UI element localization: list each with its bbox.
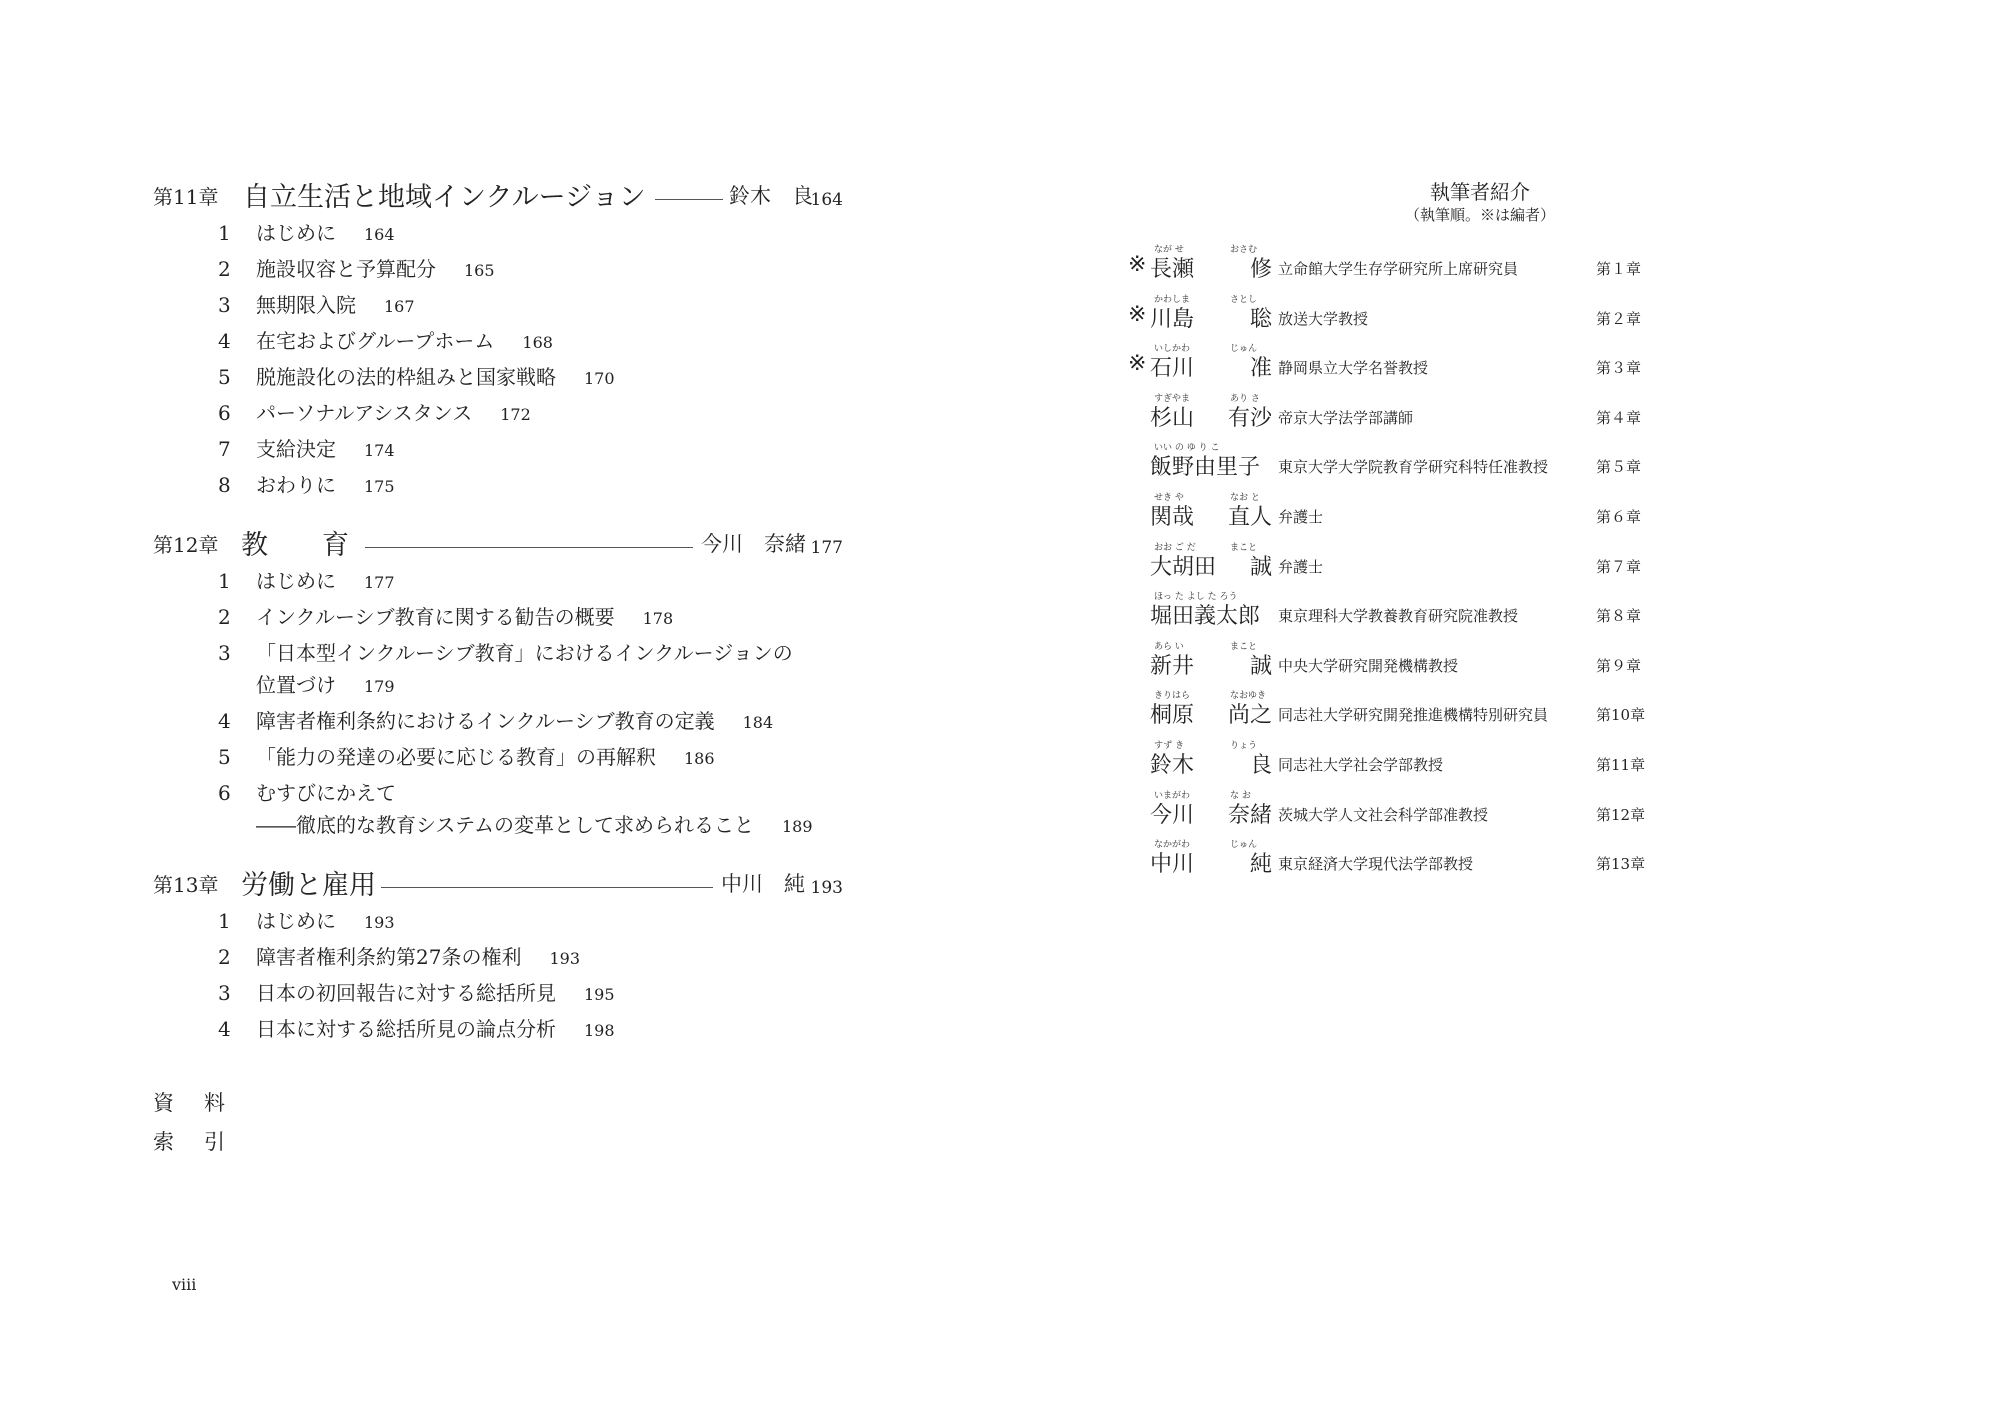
family-name-ruby: いしかわ: [1154, 344, 1191, 355]
affiliation: 立命館大学生存学研究所上席研究員: [1278, 260, 1519, 278]
chapter-ref: 第５章: [1596, 458, 1642, 477]
section-title: [256, 401, 531, 427]
contributor-row: [1120, 589, 1680, 629]
chapter-ref: 第４章: [1596, 408, 1642, 427]
contributor-row: [1120, 292, 1680, 332]
given-name: 聡: [1249, 306, 1272, 332]
chapter-author: 今川 奈緒: [701, 532, 806, 556]
section-title-text: はじめに: [256, 569, 336, 593]
backmatter-index: 索引: [153, 1130, 255, 1154]
family-name-ruby: いい の ゆ り こ: [1154, 443, 1220, 454]
chapter-page: 193: [810, 878, 843, 898]
section-title-text: 障害者権利条約におけるインクルーシブ教育の定義: [256, 709, 715, 733]
section-title-text: 在宅およびグループホーム: [256, 329, 495, 353]
family-name-ruby: すず き: [1154, 741, 1184, 751]
section-number: 7: [218, 437, 231, 461]
section-title-continued: [256, 813, 813, 839]
contributor-row: [1120, 440, 1680, 480]
section-title-text: はじめに: [256, 909, 336, 933]
chapter-page: 177: [810, 538, 843, 558]
family-name-ruby: かわしま: [1154, 294, 1191, 305]
section-title: [256, 365, 615, 391]
section-number: 8: [218, 473, 231, 497]
section-number: 4: [218, 1017, 231, 1041]
section-title: [256, 1017, 615, 1043]
contributors-title: 執筆者紹介: [1430, 180, 1530, 204]
affiliation: 茨城大学人文社会科学部准教授: [1278, 805, 1489, 824]
section-title-text: はじめに: [256, 221, 336, 245]
contributor-row: [1120, 391, 1680, 431]
section-number: 1: [218, 569, 231, 593]
contributor-row: [1120, 738, 1680, 778]
family-name: 新井: [1150, 653, 1195, 679]
given-name: 良: [1249, 753, 1272, 778]
given-name: 准: [1249, 356, 1272, 382]
chapter-title: 教 育: [241, 530, 349, 561]
chapter-ref: 第８章: [1596, 607, 1642, 626]
given-name-ruby: なおゆき: [1230, 691, 1267, 702]
contributor-row: [1120, 788, 1680, 828]
chapter-ref: 第２章: [1596, 309, 1642, 328]
editor-mark: ※: [1128, 301, 1147, 327]
family-name-ruby: きりはら: [1154, 691, 1191, 702]
affiliation: 同志社大学社会学部教授: [1278, 756, 1444, 774]
section-title-text: 「能力の発達の必要に応じる教育」の再解釈: [256, 745, 656, 769]
family-name: 今川: [1150, 802, 1195, 828]
family-name-ruby: すぎやま: [1154, 393, 1191, 404]
section-title: 「日本型インクルーシブ教育」におけるインクルージョンの: [256, 641, 793, 665]
section-title: [256, 605, 673, 631]
chapter-ref: 第13章: [1596, 855, 1646, 874]
chapter-author: 中川 純: [721, 872, 805, 896]
section-page: 184: [742, 713, 774, 732]
section-page: 179: [364, 677, 395, 696]
chapter-ref: 第６章: [1596, 508, 1642, 526]
affiliation: 東京理科大学教養教育研究院准教授: [1278, 607, 1519, 626]
leader-rule: [655, 199, 723, 200]
section-number: 5: [218, 745, 231, 769]
chapter-12-heading: [153, 518, 843, 562]
section-page: 186: [684, 749, 715, 768]
section-title-text: おわりに: [256, 473, 336, 497]
section-number: 3: [218, 981, 231, 1005]
chapter-number: 第12章: [153, 533, 219, 557]
leader-rule: [381, 887, 713, 888]
given-name: 誠: [1249, 653, 1272, 679]
contributor-row: [1120, 639, 1680, 679]
given-name-ruby: あり さ: [1230, 393, 1260, 404]
affiliation: 同志社大学研究開発推進機構特別研究員: [1278, 706, 1549, 725]
contributor-row: [1120, 540, 1680, 580]
section-title: [256, 981, 615, 1007]
section-page: 175: [364, 477, 395, 496]
section-number: 3: [218, 293, 231, 317]
section-title: [256, 745, 715, 771]
section-page: 167: [384, 297, 415, 316]
section-title: [256, 945, 580, 971]
chapter-13-heading: [153, 858, 843, 902]
given-name: 純: [1249, 852, 1272, 878]
section-title: [256, 909, 395, 935]
chapter-title: 労働と雇用: [241, 870, 376, 901]
section-page: 164: [364, 225, 395, 244]
section-title: [256, 473, 395, 499]
family-name: 飯野由里子: [1150, 455, 1261, 481]
backmatter-materials: 資料: [153, 1091, 255, 1115]
section-page: 193: [364, 913, 395, 932]
page-number: viii: [172, 1275, 197, 1294]
affiliation: 静岡県立大学名誉教授: [1278, 359, 1429, 378]
family-name: 鈴木: [1150, 753, 1195, 778]
family-name-ruby: なが せ: [1154, 245, 1184, 255]
leader-rule: [365, 547, 693, 548]
family-name: 石川: [1150, 356, 1195, 382]
chapter-ref: 第９章: [1596, 656, 1642, 675]
family-name-ruby: ほっ た よし た ろう: [1154, 592, 1238, 603]
chapter-ref: 第７章: [1596, 557, 1642, 576]
chapter-title: 自立生活と地域インクルージョン: [243, 182, 646, 213]
family-name-ruby: おお ご だ: [1154, 542, 1196, 553]
editor-mark: ※: [1128, 252, 1147, 277]
family-name-ruby: なかがわ: [1154, 840, 1191, 851]
given-name: 誠: [1249, 554, 1272, 580]
chapter-ref: 第12章: [1596, 805, 1646, 824]
section-number: 4: [218, 709, 231, 733]
chapter-ref: 第11章: [1596, 756, 1646, 774]
family-name-ruby: あら い: [1154, 641, 1184, 652]
given-name: 修: [1249, 257, 1272, 282]
section-number: 1: [218, 909, 231, 933]
given-name-ruby: おさむ: [1230, 245, 1258, 255]
section-title: [256, 329, 553, 355]
chapter-11-heading: [153, 170, 843, 214]
section-page: 172: [500, 405, 531, 424]
family-name-ruby: せき や: [1154, 493, 1184, 503]
family-name: 関哉: [1150, 505, 1195, 530]
section-title-text: パーソナルアシスタンス: [256, 401, 473, 425]
family-name-ruby: いまがわ: [1154, 790, 1191, 801]
section-title-text: 脱施設化の法的枠組みと国家戦略: [256, 365, 556, 389]
chapter-ref: 第10章: [1596, 706, 1646, 725]
given-name: 奈緒: [1227, 802, 1272, 828]
family-name: 大胡田: [1150, 554, 1217, 580]
contributor-row: [1120, 242, 1680, 282]
given-name: 尚之: [1227, 703, 1272, 729]
family-name: 杉山: [1150, 405, 1195, 431]
section-title: [256, 709, 773, 735]
section-page: 198: [584, 1021, 615, 1040]
chapter-author: 鈴木 良: [729, 184, 813, 208]
affiliation: 帝京大学法学部講師: [1278, 408, 1414, 427]
given-name-ruby: じゅん: [1230, 840, 1258, 851]
contributor-row: [1120, 688, 1680, 728]
family-name: 堀田義太郎: [1150, 604, 1261, 630]
section-title-text: インクルーシブ教育に関する勧告の概要: [256, 605, 615, 629]
given-name-ruby: まこと: [1230, 641, 1258, 652]
contributor-row: [1120, 837, 1680, 877]
section-page: 168: [522, 333, 553, 352]
section-page: 178: [642, 609, 674, 628]
family-name: 中川: [1150, 852, 1195, 878]
family-name: 長瀬: [1150, 257, 1195, 282]
section-number: 5: [218, 365, 231, 389]
section-title-text: ――徹底的な教育システムの変革として求められること: [256, 813, 754, 837]
section-title-continued: [256, 673, 395, 699]
section-number: 6: [218, 781, 231, 805]
section-title: むすびにかえて: [256, 781, 396, 805]
given-name-ruby: さとし: [1230, 294, 1258, 305]
section-title-text: 障害者権利条約第27条の権利: [256, 945, 522, 969]
family-name: 川島: [1150, 306, 1195, 332]
contributor-row: [1120, 490, 1680, 530]
chapter-ref: 第１章: [1596, 260, 1642, 278]
section-number: 6: [218, 401, 231, 425]
editor-mark: ※: [1128, 351, 1147, 377]
given-name-ruby: な お: [1230, 790, 1251, 801]
section-title-text: 日本の初回報告に対する総括所見: [256, 981, 556, 1005]
given-name-ruby: まこと: [1230, 542, 1258, 553]
contributor-row: [1120, 341, 1680, 381]
section-page: 193: [549, 949, 580, 968]
section-number: 2: [218, 257, 231, 281]
section-title-text: 施設収容と予算配分: [256, 257, 436, 281]
section-page: 165: [464, 261, 495, 280]
chapter-number: 第13章: [153, 873, 219, 897]
section-title: [256, 437, 395, 463]
section-title: [256, 293, 415, 319]
section-title: [256, 221, 395, 247]
section-number: 4: [218, 329, 231, 353]
section-title-text: 位置づけ: [256, 673, 336, 697]
affiliation: 東京経済大学現代法学部教授: [1278, 855, 1474, 874]
section-page: 174: [364, 441, 395, 460]
affiliation: 弁護士: [1278, 557, 1324, 576]
section-title-text: 日本に対する総括所見の論点分析: [256, 1017, 556, 1041]
section-title: [256, 569, 395, 595]
given-name: 直人: [1227, 505, 1272, 530]
chapter-page: 164: [810, 190, 843, 210]
affiliation: 東京大学大学院教育学研究科特任准教授: [1278, 458, 1549, 477]
affiliation: 中央大学研究開発機構教授: [1278, 656, 1459, 675]
affiliation: 放送大学教授: [1278, 309, 1369, 328]
section-title-text: 支給決定: [256, 437, 336, 461]
given-name-ruby: なお と: [1230, 493, 1260, 503]
section-title: [256, 257, 495, 283]
section-page: 170: [584, 369, 615, 388]
section-page: 189: [782, 817, 813, 836]
section-page: 195: [584, 985, 615, 1004]
section-number: 1: [218, 221, 231, 245]
section-page: 177: [364, 573, 395, 592]
given-name: 有沙: [1227, 405, 1272, 431]
section-number: 2: [218, 945, 231, 969]
contributors-subtitle: （執筆順。※は編者）: [1404, 206, 1555, 224]
chapter-ref: 第３章: [1596, 359, 1642, 378]
section-number: 3: [218, 641, 231, 665]
family-name: 桐原: [1150, 703, 1195, 729]
section-number: 2: [218, 605, 231, 629]
given-name-ruby: りょう: [1230, 741, 1258, 751]
section-title-text: 無期限入院: [256, 293, 356, 317]
chapter-number: 第11章: [153, 185, 219, 209]
given-name-ruby: じゅん: [1230, 344, 1258, 355]
affiliation: 弁護士: [1278, 508, 1324, 526]
